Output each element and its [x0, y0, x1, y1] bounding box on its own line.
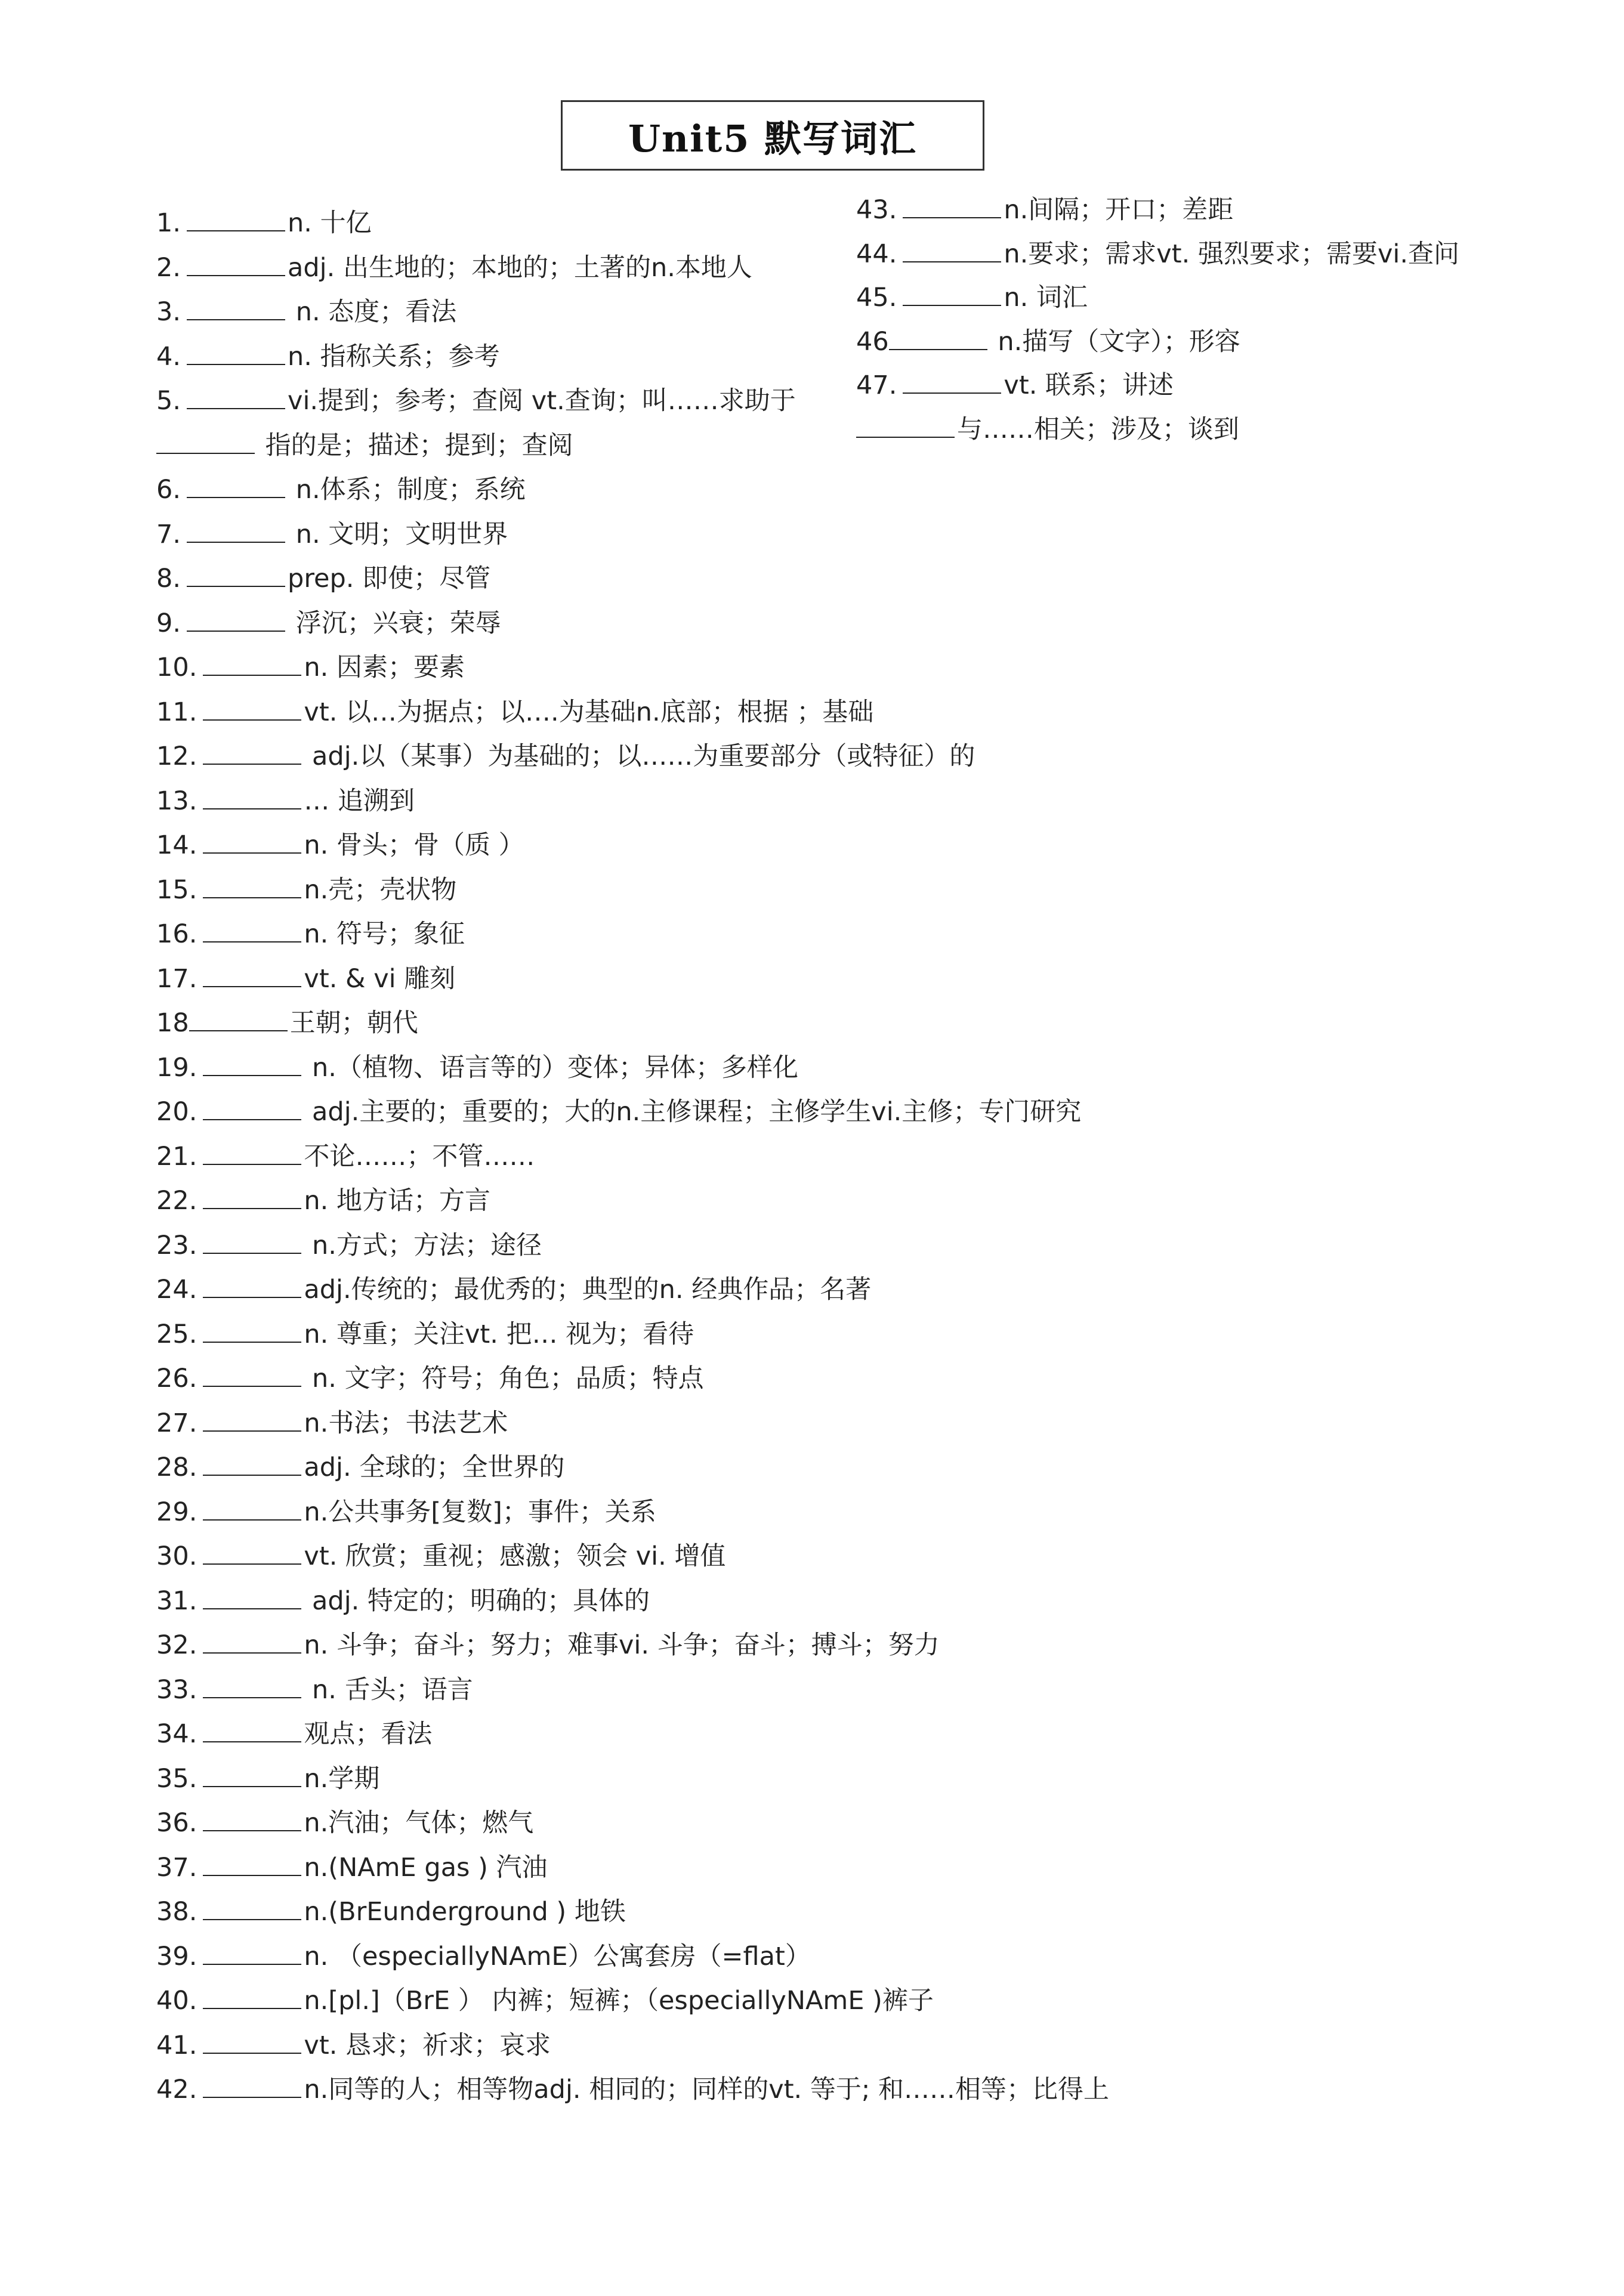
item-definition: adj. 出生地的；本地的；土著的n.本地人 — [288, 252, 752, 283]
item-definition: vt. & vi 雕刻 — [304, 963, 456, 994]
item-number: 43. — [856, 195, 897, 225]
answer-blank[interactable] — [203, 1584, 301, 1609]
item-definition: adj.传统的；最优秀的；典型的n. 经典作品；名著 — [304, 1275, 872, 1305]
answer-blank[interactable] — [187, 562, 285, 587]
vocab-item — [156, 1761, 379, 1797]
answer-blank[interactable] — [203, 2073, 301, 2098]
item-number: 6. — [156, 475, 181, 505]
item-definition: n.同等的人；相等物adj. 相同的；同样的vt. 等于; 和……相等；比得上 — [304, 2075, 1110, 2105]
answer-blank[interactable] — [856, 413, 955, 438]
item-definition: n. （especiallyNAmE）公寓套房（=flat） — [304, 1941, 811, 1971]
vocab-item — [856, 192, 1233, 228]
item-number: 5. — [156, 386, 181, 416]
item-number: 41. — [156, 2030, 197, 2060]
vocab-item — [156, 561, 490, 597]
answer-blank[interactable] — [203, 1673, 301, 1698]
vocab-item — [856, 280, 1088, 316]
item-definition: n. 斗争；奋斗；努力；难事vi. 斗争；奋斗；搏斗；努力 — [304, 1630, 940, 1660]
item-number: 14. — [156, 830, 197, 860]
vocab-item — [856, 236, 1459, 272]
vocab-item — [156, 1894, 626, 1930]
item-definition: n. 骨头；骨（质 ） — [304, 830, 524, 860]
vocab-item — [156, 916, 465, 952]
vocab-item — [156, 1405, 508, 1441]
answer-blank[interactable] — [203, 1762, 301, 1787]
answer-blank[interactable] — [187, 340, 285, 365]
item-number: 3. — [156, 297, 181, 327]
vocab-item — [156, 294, 456, 330]
answer-blank[interactable] — [203, 1895, 301, 1920]
vocab-item — [156, 1361, 704, 1396]
item-definition: vt. 以…为据点；以….为基础n.底部；根据 ；基础 — [304, 697, 874, 727]
item-number: 28. — [156, 1453, 197, 1482]
item-definition: n. 文字；符号；角色；品质；特点 — [304, 1364, 704, 1393]
item-number: 25. — [156, 1319, 197, 1349]
item-number: 37. — [156, 1852, 197, 1883]
answer-blank[interactable] — [187, 251, 285, 276]
item-definition: n.学期 — [304, 1763, 380, 1794]
answer-blank[interactable] — [903, 369, 1001, 394]
vocab-item — [856, 324, 1240, 360]
answer-blank[interactable] — [203, 740, 301, 765]
vocab-item — [156, 1272, 871, 1308]
item-definition: 不论……；不管…… — [304, 1141, 535, 1172]
item-definition: n.壳；壳状物 — [304, 874, 457, 905]
vocab-item — [156, 339, 500, 375]
vocab-item — [156, 1450, 564, 1485]
answer-blank[interactable] — [203, 1940, 301, 1965]
vocab-item — [156, 472, 526, 508]
answer-blank[interactable] — [203, 651, 301, 676]
answer-blank[interactable] — [203, 873, 301, 898]
item-number: 12. — [156, 741, 197, 771]
item-number: 36. — [156, 1808, 197, 1838]
item-number: 23. — [156, 1230, 197, 1260]
vocab-item — [156, 205, 372, 241]
answer-blank[interactable] — [889, 325, 987, 350]
item-number: 7. — [156, 519, 181, 549]
item-number: 34. — [156, 1719, 197, 1749]
item-number: 30. — [156, 1541, 197, 1571]
answer-blank[interactable] — [203, 1407, 301, 1432]
vocab-item — [156, 872, 456, 908]
answer-blank[interactable] — [189, 1006, 288, 1031]
answer-blank[interactable] — [903, 281, 1001, 306]
answer-blank[interactable] — [187, 384, 285, 409]
item-number: 13. — [156, 786, 197, 816]
item-number: 17. — [156, 963, 197, 994]
vocab-item — [156, 1183, 490, 1219]
answer-blank[interactable] — [203, 917, 301, 942]
vocab-item — [156, 1538, 725, 1574]
answer-blank[interactable] — [203, 1140, 301, 1165]
item-number: 46 — [856, 326, 889, 357]
item-definition: n. 舌头；语言 — [304, 1674, 473, 1705]
item-definition: vi.提到；参考；查阅 vt.查询；叫……求助于 — [288, 386, 796, 416]
item-definition: … 追溯到 — [304, 786, 415, 816]
item-definition: n.间隔；开口；差距 — [1004, 195, 1234, 225]
answer-blank[interactable] — [203, 1362, 301, 1387]
item-number: 11. — [156, 697, 197, 727]
item-definition: n.汽油；气体；燃气 — [304, 1808, 534, 1838]
vocab-item — [156, 1050, 798, 1086]
item-definition: n. 态度；看法 — [288, 297, 457, 327]
answer-blank[interactable] — [203, 962, 301, 987]
vocab-item — [156, 1228, 542, 1263]
vocab-item — [156, 783, 415, 819]
vocab-item — [156, 961, 455, 997]
item-number: 31. — [156, 1586, 197, 1616]
vocab-item — [156, 1494, 656, 1530]
answer-blank[interactable] — [203, 1540, 301, 1565]
item-number: 4. — [156, 341, 181, 372]
page-title: Unit5 默写词汇 — [628, 116, 918, 160]
item-definition: n.[pl.]（BrE ） 内裤；短裤；（especiallyNAmE )裤子 — [304, 1986, 934, 2016]
answer-blank[interactable] — [203, 1051, 301, 1076]
item-number: 22. — [156, 1186, 197, 1216]
item-number: 24. — [156, 1275, 197, 1305]
vocab-item — [156, 1850, 548, 1886]
item-definition: adj. 特定的；明确的；具体的 — [304, 1586, 650, 1616]
item-number: 20. — [156, 1097, 197, 1127]
item-number: 38. — [156, 1897, 197, 1927]
item-number: 33. — [156, 1674, 197, 1705]
answer-blank[interactable] — [203, 784, 301, 809]
item-number: 19. — [156, 1052, 197, 1083]
vocab-item — [156, 1005, 418, 1041]
answer-blank[interactable] — [203, 1806, 301, 1831]
vocab-item — [856, 412, 1239, 447]
item-definition: vt. 联系；讲述 — [1004, 370, 1174, 401]
item-number: 1. — [156, 208, 181, 238]
answer-blank[interactable] — [203, 1984, 301, 2009]
vocab-item — [156, 1627, 940, 1663]
vocab-item — [156, 1805, 533, 1841]
item-definition: n.要求；需求vt. 强烈要求；需要vi.查问 — [1004, 239, 1460, 269]
vocab-item — [156, 827, 524, 863]
item-definition: n. 文明；文明世界 — [288, 519, 508, 549]
vocab-item — [156, 1583, 650, 1619]
item-definition: n. 尊重；关注vt. 把… 视为；看待 — [304, 1319, 694, 1349]
item-definition: 指的是；描述；提到；查阅 — [257, 430, 573, 461]
item-number: 44. — [856, 239, 897, 269]
vocab-item — [156, 738, 975, 774]
answer-blank[interactable] — [203, 1851, 301, 1876]
item-definition: adj. 全球的；全世界的 — [304, 1453, 565, 1482]
vocab-item — [156, 650, 465, 685]
answer-blank[interactable] — [903, 193, 1001, 218]
vocab-item — [156, 2028, 551, 2063]
item-definition: n. 因素；要素 — [304, 653, 465, 682]
vocab-item — [156, 428, 573, 463]
vocab-item — [156, 383, 796, 419]
item-number: 8. — [156, 564, 181, 594]
answer-blank[interactable] — [187, 607, 285, 632]
vocab-item — [156, 1139, 535, 1175]
item-definition: n.(BrEunderground ) 地铁 — [304, 1897, 626, 1927]
item-definition: n. 词汇 — [1004, 283, 1088, 313]
vocab-item — [156, 694, 873, 730]
item-definition: prep. 即使；尽管 — [288, 564, 491, 594]
item-number: 42. — [156, 2075, 197, 2105]
item-definition: adj.以（某事）为基础的；以……为重要部分（或特征）的 — [304, 741, 975, 771]
answer-blank[interactable] — [203, 1273, 301, 1298]
item-definition: 与……相关；涉及；谈到 — [957, 415, 1239, 444]
vocab-item — [156, 1939, 811, 1974]
answer-blank[interactable] — [187, 206, 285, 231]
vocab-item — [156, 1094, 1081, 1130]
item-number: 18 — [156, 1008, 189, 1038]
item-definition: n.(NAmE gas ) 汽油 — [304, 1852, 548, 1883]
item-number: 32. — [156, 1630, 197, 1660]
vocab-item — [156, 250, 752, 286]
answer-blank[interactable] — [187, 295, 285, 320]
answer-blank[interactable] — [187, 473, 285, 498]
title-box — [561, 100, 984, 171]
item-number: 10. — [156, 653, 197, 682]
answer-blank[interactable] — [187, 518, 285, 543]
item-definition: 浮沉；兴衰；荣辱 — [288, 608, 501, 638]
item-number: 47. — [856, 370, 897, 401]
answer-blank[interactable] — [203, 1184, 301, 1209]
item-definition: vt. 欣赏；重视；感激；领会 vi. 增值 — [304, 1541, 726, 1571]
answer-blank[interactable] — [203, 1095, 301, 1120]
answer-blank[interactable] — [203, 2029, 301, 2054]
vocab-item — [856, 367, 1174, 403]
item-definition: n.公共事务[复数]；事件；关系 — [304, 1497, 656, 1527]
answer-blank[interactable] — [203, 1318, 301, 1343]
item-number: 45. — [856, 283, 897, 313]
answer-blank[interactable] — [203, 1229, 301, 1254]
item-number: 9. — [156, 608, 181, 638]
answer-blank[interactable] — [203, 696, 301, 721]
item-definition: n. 符号；象征 — [304, 919, 465, 949]
item-definition: n. 十亿 — [288, 208, 372, 238]
item-definition: n.描写（文字）；形容 — [989, 326, 1240, 357]
item-number: 16. — [156, 919, 197, 949]
item-number: 35. — [156, 1763, 197, 1794]
item-definition: n.方式；方法；途径 — [304, 1230, 542, 1260]
answer-blank[interactable] — [203, 1628, 301, 1654]
item-number: 29. — [156, 1497, 197, 1527]
item-number: 15. — [156, 874, 197, 905]
item-definition: adj.主要的；重要的；大的n.主修课程；主修学生vi.主修；专门研究 — [304, 1097, 1082, 1127]
answer-blank[interactable] — [156, 429, 255, 454]
vocab-item — [156, 605, 501, 641]
item-definition: n.体系；制度；系统 — [288, 475, 526, 505]
answer-blank[interactable] — [203, 829, 301, 854]
vocab-item — [156, 1672, 473, 1708]
vocab-item — [156, 1317, 694, 1352]
item-number: 2. — [156, 252, 181, 283]
item-number: 26. — [156, 1364, 197, 1393]
vocab-item — [156, 1716, 432, 1752]
item-definition: 王朝；朝代 — [289, 1008, 418, 1038]
item-number: 27. — [156, 1408, 197, 1438]
item-number: 21. — [156, 1141, 197, 1172]
answer-blank[interactable] — [203, 1451, 301, 1476]
item-definition: n.（植物、语言等的）变体；异体；多样化 — [304, 1052, 798, 1083]
answer-blank[interactable] — [203, 1717, 301, 1742]
item-definition: 观点；看法 — [304, 1719, 433, 1749]
item-definition: n.书法；书法艺术 — [304, 1408, 508, 1438]
item-definition: vt. 恳求；祈求；哀求 — [304, 2030, 551, 2060]
item-definition: n. 指称关系；参考 — [288, 341, 500, 372]
item-number: 39. — [156, 1941, 197, 1971]
vocab-item — [156, 1983, 934, 2019]
item-definition: n. 地方话；方言 — [304, 1186, 490, 1216]
item-number: 40. — [156, 1986, 197, 2016]
answer-blank[interactable] — [903, 237, 1001, 262]
vocab-item — [156, 517, 508, 552]
answer-blank[interactable] — [203, 1495, 301, 1521]
vocab-item — [156, 2072, 1109, 2108]
